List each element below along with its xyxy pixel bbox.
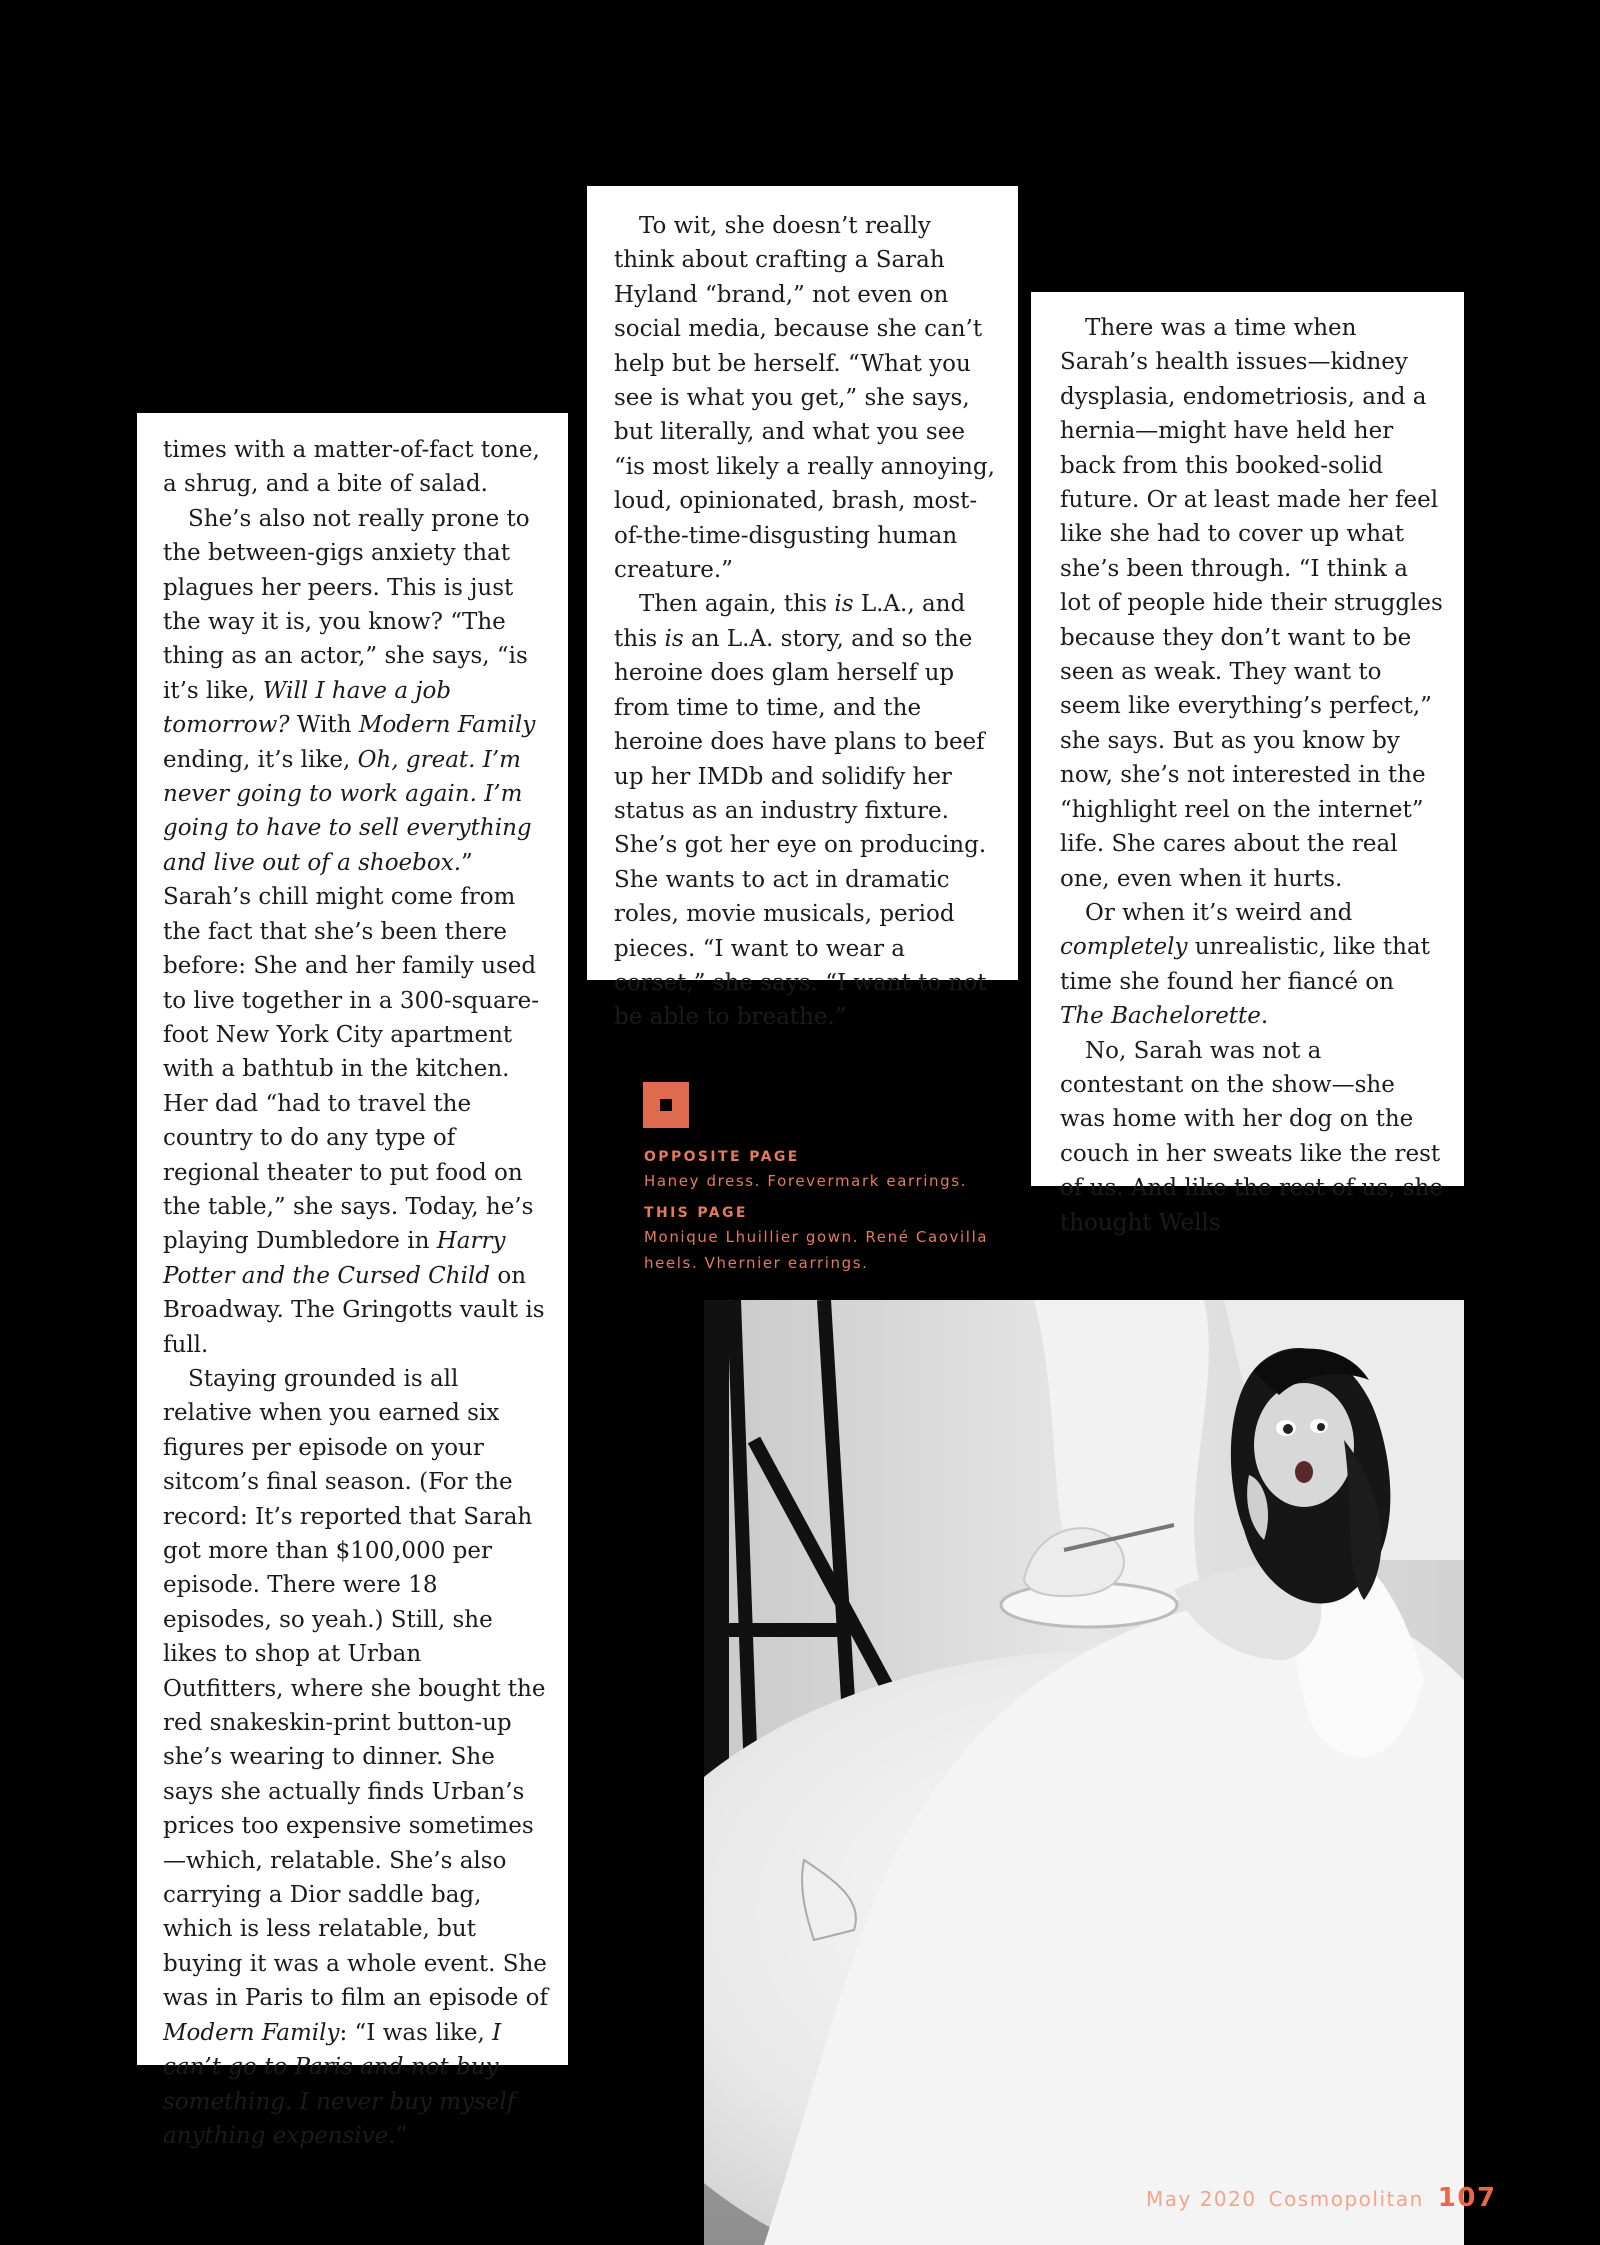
paragraph-text: Or when it’s weird and	[1085, 899, 1353, 926]
article-column-2	[587, 186, 1018, 1031]
paragraph-text: With	[289, 712, 359, 739]
caption-text-opposite: Haney dress. Forevermark earrings.	[644, 1172, 968, 1190]
paragraph-text: on Broadway. The Gringotts vault is full.	[163, 1262, 545, 1358]
editorial-photo	[704, 1300, 1464, 2245]
paragraph-text: : “I was like,	[339, 2019, 493, 2046]
caption-heading-this: THIS PAGE	[644, 1205, 748, 1221]
italic-text: Oh, great. I’m never going to work again. I’m going to have to sell everything and live out of a shoebox.	[163, 746, 532, 876]
paragraph	[1060, 1034, 1444, 1240]
paragraph-text: L.A., and this	[614, 591, 966, 652]
italic-text: completely	[1060, 934, 1188, 961]
italic-text: Modern Family	[358, 712, 536, 739]
italic-text: I can’t go to Paris and not buy something. I never buy myself anything expensive.	[163, 2019, 516, 2149]
paragraph	[163, 433, 548, 502]
page-footer	[1146, 2183, 1497, 2213]
caption-heading-opposite: OPPOSITE PAGE	[644, 1149, 800, 1165]
paragraph	[163, 1362, 548, 2153]
paragraph-text: To wit, she doesn’t really think about crafting a Sarah Hyland “brand,” not even on social media, because she can’t help but be herself. “What you see is what you get,” she says, but literally, and what you see “is most likely a really annoying, loud, opinionated, brash, most-of-the-time-disgusting human creature.”	[614, 213, 995, 584]
paragraph-text: Then again, this	[639, 591, 835, 618]
italic-text: Will I have a job tomorrow?	[163, 677, 452, 739]
paragraph-text: times with a matter-of-fact tone, a shrug, and a bite of salad.	[163, 437, 540, 498]
italic-text: The Bachelorette	[1060, 1003, 1261, 1030]
paragraph-text: Staying grounded is all relative when you earned six figures per episode on your sitcom’s final season. (For the record: It’s reported that Sarah got more than $100,000 per episode. There were 18 episodes, so yeah.) Still, she likes to shop at Urban Outfitters, where she bought the red snakeskin-print button-up she’s wearing to dinner. She says she actually finds Urban’s prices too expensive sometimes—which, relatable. She’s also carrying a Dior saddle bag, which is less relatable, but buying it was a whole event. She was in Paris to film an episode of	[163, 1365, 549, 2012]
paragraph-text: No, Sarah was not a contestant on the show—she was home with her dog on the couch in her sweats like the rest of us. And like the rest of us, she thought Wells	[1060, 1037, 1444, 1236]
paragraph-text: an L.A. story, and so the heroine does glam herself up from time to time, and the heroine does have plans to beef up her IMDb and solidify her status as an industry fixture. She’s got her eye on producing. She wants to act in dramatic roles, movie musicals, period pieces. “I want to wear a corset,” she says. “I want to not be able to breathe.”	[614, 625, 987, 1031]
paragraph	[614, 587, 998, 1034]
paragraph-text: ” Sarah’s chill might come from the fact that she’s been there before: She and her family used to live together in a 300-square-foot New York City apartment with a bathtub in the kitchen. Her dad “had to travel the country to do any type of regional theater to put food on the table,” she says. Today, he’s playing Dumbledore in	[163, 849, 540, 1255]
article-column-1	[137, 413, 568, 2149]
italic-text: Harry Potter and the Cursed Child	[163, 1228, 506, 1289]
marker-center	[660, 1099, 672, 1111]
caption-marker-icon	[643, 1082, 689, 1128]
magazine-name: Cosmopolitan	[1268, 2187, 1424, 2211]
photo-caption	[644, 1146, 1044, 1284]
italic-text: is	[664, 625, 684, 652]
italic-text: Modern Family	[163, 2019, 340, 2046]
caption-text-this: Monique Lhuillier gown. René Caovilla heels. Vhernier earrings.	[644, 1228, 989, 1272]
paragraph-text: There was a time when Sarah’s health issues—kidney dysplasia, endometriosis, and a hernia—might have held her back from this booked-solid future. Or at least made her feel like she had to cover up what she’s been through. “I think a lot of people hide their struggles because they don’t want to be seen as weak. They want to seem like everything’s perfect,” she says. But as you know by now, she’s not interested in the “highlight reel on the internet” life. She cares about the real one, even when it hurts.	[1060, 315, 1443, 892]
italic-text: is	[834, 591, 854, 618]
paragraph	[163, 502, 548, 1362]
paragraph	[1060, 311, 1444, 896]
issue-date: May 2020	[1146, 2187, 1257, 2211]
paragraph-text: .	[1260, 1003, 1269, 1030]
paragraph-text: ending, it’s like,	[163, 746, 358, 773]
article-column-3	[1031, 292, 1464, 1236]
paragraph	[1060, 896, 1444, 1034]
paragraph-text: She’s also not really prone to the between-gigs anxiety that plagues her peers. This is just the way it is, you know? “The thing as an actor,” she says, “is it’s like,	[163, 505, 530, 704]
page-number: 107	[1437, 2183, 1497, 2213]
photo-illustration	[704, 1300, 1464, 2245]
paragraph	[614, 209, 998, 587]
paragraph-text: ”	[395, 2122, 408, 2149]
paragraph-text: unrealistic, like that time she found her fiancé on	[1060, 934, 1430, 995]
